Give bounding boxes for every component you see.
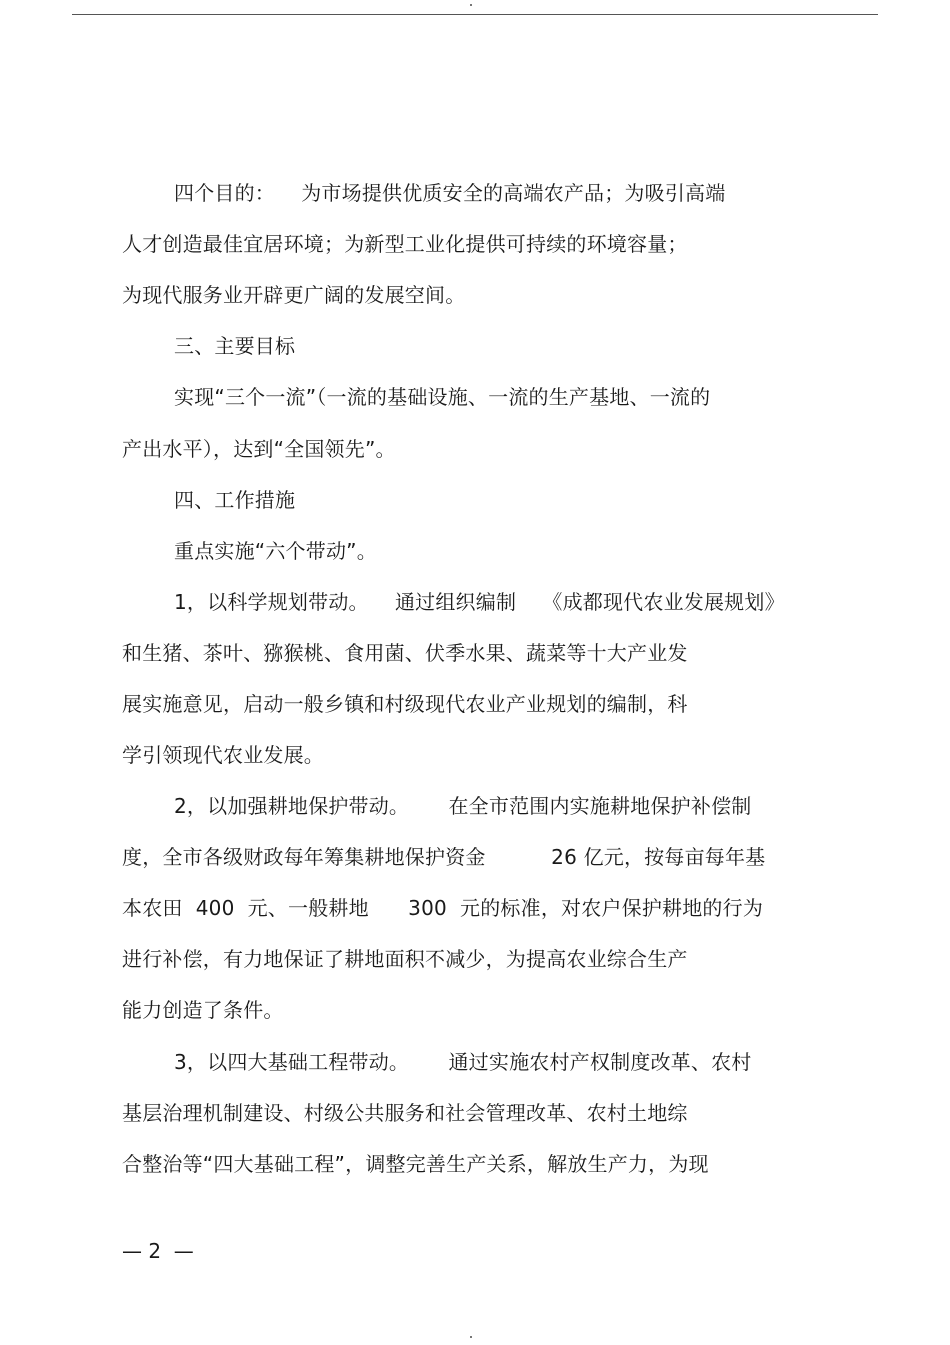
header-rule — [72, 14, 878, 15]
text-line: 能力创造了条件。 — [122, 998, 284, 1022]
top-dot-mark — [470, 4, 472, 6]
text-line: 本农田 400 元、一般耕地 300 元的标准，对农户保护耕地的行为 — [122, 896, 764, 920]
text-line: 学引领现代农业发展。 — [122, 743, 324, 767]
text-line: 四个目的： 为市场提供优质安全的高端农产品；为吸引高端 — [174, 181, 726, 205]
text-line: 1，以科学规划带动。 通过组织编制 《成都现代农业发展规划》 — [174, 590, 785, 614]
text-line: 度，全市各级财政每年筹集耕地保护资金 26 亿元，按每亩每年基 — [122, 845, 766, 869]
section-heading: 三、主要目标 — [174, 334, 296, 358]
text-line: 进行补偿，有力地保证了耕地面积不减少，为提高农业综合生产 — [122, 947, 688, 971]
text-line: 实现“三个一流”（一流的基础设施、一流的生产基地、一流的 — [174, 385, 711, 409]
text-line: 2，以加强耕地保护带动。 在全市范围内实施耕地保护补偿制 — [174, 794, 752, 818]
section-heading: 四、工作措施 — [174, 488, 296, 512]
text-line: 为现代服务业开辟更广阔的发展空间。 — [122, 283, 466, 307]
text-line: 重点实施“六个带动”。 — [174, 539, 377, 563]
text-line: 基层治理机制建设、村级公共服务和社会管理改革、农村土地综 — [122, 1101, 688, 1125]
text-line: 和生猪、茶叶、猕猴桃、食用菌、伏季水果、蔬菜等十大产业发 — [122, 641, 688, 665]
text-line: 展实施意见，启动一般乡镇和村级现代农业产业规划的编制，科 — [122, 692, 688, 716]
text-line: 人才创造最佳宜居环境；为新型工业化提供可持续的环境容量； — [122, 232, 688, 256]
page-number: — 2 — — [122, 1239, 194, 1263]
bottom-dot-mark — [470, 1336, 472, 1338]
text-line: 合整治等“四大基础工程”，调整完善生产关系，解放生产力，为现 — [122, 1152, 709, 1176]
text-line: 产出水平），达到“全国领先”。 — [122, 437, 396, 461]
text-line: 3，以四大基础工程带动。 通过实施农村产权制度改革、农村 — [174, 1050, 752, 1074]
